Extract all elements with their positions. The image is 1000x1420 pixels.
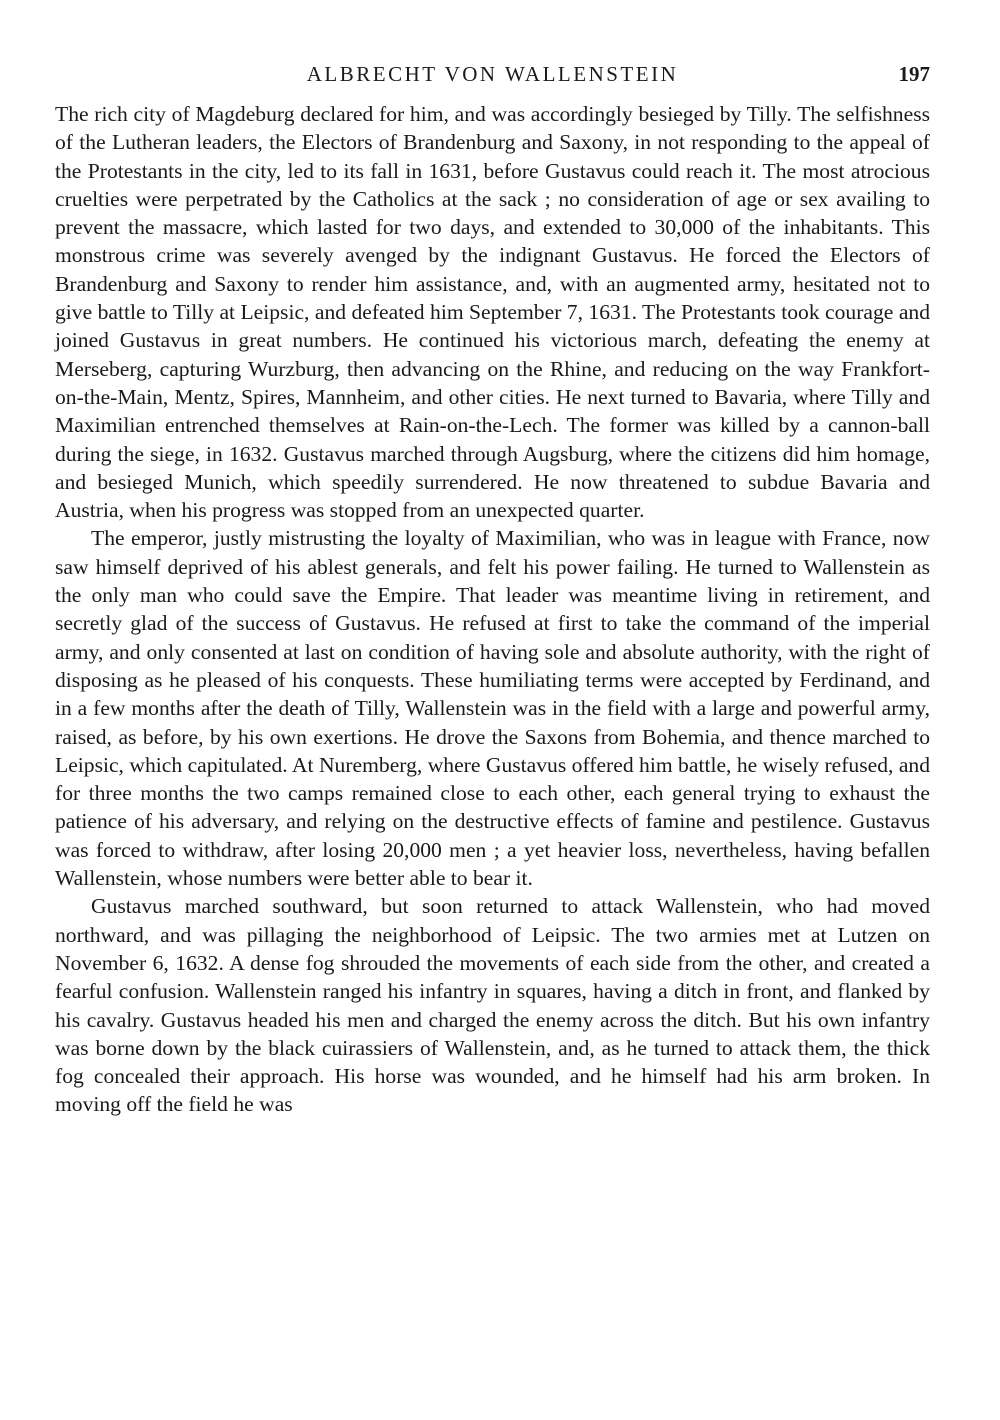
paragraph-lutzen: Gustavus marched southward, but soon returned to attack Wallenstein, who had moved northward, and was pillaging the neighborhood of Leipsic. The two armies met at Lutzen on November 6, 1632. A dense fog shrouded the movements of each side from the other, and created a fearful confusion. Wallenstein ranged his infantry in squares, having a ditch in front, and flanked by his cavalry. Gustavus headed his men and charged the enemy across the ditch. But his own infantry was borne down by the black cuirassiers of Wallenstein, and, as he turned to attack them, the thick fog concealed their approach. His horse was wounded, and he himself had his arm broken. In moving off the field he was: [55, 894, 930, 1117]
running-title: ALBRECHT VON WALLENSTEIN: [306, 62, 679, 86]
paragraph-magdeburg: The rich city of Magdeburg declared for him, and was accordingly besieged by Tilly. The selfishness of the Lutheran leaders, the Electors of Brandenburg and Saxony, in not responding to the appeal of the Protestants in the city, led to its fall in 1631, before Gustavus could reach it. The most atrocious cruelties were perpetrated by the Catholics at the sack ; no consideration of age or sex availing to prevent the massacre, which lasted for two days, and extended to 30,000 of the inhabitants. This monstrous crime was severely avenged by the indignant Gustavus. He forced the Electors of Brandenburg and Saxony to render him assistance, and, with an augmented army, hesitated not to give battle to Tilly at Leipsic, and defeated him September 7, 1631. The Protestants took courage and joined Gustavus in great numbers. He continued his victorious march, defeating the enemy at Merseberg, capturing Wurzburg, then advancing on the Rhine, and reducing on the way Frankfort-on-the-Main, Mentz, Spires, Mannheim, and other cities. He next turned to Bavaria, where Tilly and Maximilian entrenched themselves at Rain-on-the-Lech. The former was killed by a cannon-ball during the siege, in 1632. Gustavus marched through Augsburg, where the citizens did him homage, and besieged Munich, which speedily surrendered. He now threatened to subdue Bavaria and Austria, when his progress was stopped from an unexpected quarter.: [55, 102, 930, 523]
paragraph-emperor: The emperor, justly mistrusting the loyalty of Maximilian, who was in league with France, now saw himself deprived of his ablest generals, and felt his power failing. He turned to Wallenstein as the only man who could save the Empire. That leader was meantime living in retirement, and secretly glad of the success of Gustavus. He refused at first to take the command of the imperial army, and only consented at last on condition of having sole and absolute authority, with the right of disposing as he pleased of his conquests. These humiliating terms were accepted by Ferdinand, and in a few months after the death of Tilly, Wallenstein was in the field with a large and powerful army, raised, as before, by his own exertions. He drove the Saxons from Bohemia, and thence marched to Leipsic, which capitulated. At Nuremberg, where Gustavus offered him battle, he wisely refused, and for three months the two camps remained close to each other, each general trying to exhaust the patience of his adversary, and relying on the destructive effects of famine and pestilence. Gustavus was forced to withdraw, after losing 20,000 men ; a yet heavier loss, nevertheless, having befallen Wallenstein, whose numbers were better able to bear it.: [55, 526, 930, 891]
book-page: [55, 60, 930, 1119]
body-text: [55, 100, 930, 1119]
page-number: 197: [898, 62, 930, 86]
page-header: [55, 60, 930, 100]
